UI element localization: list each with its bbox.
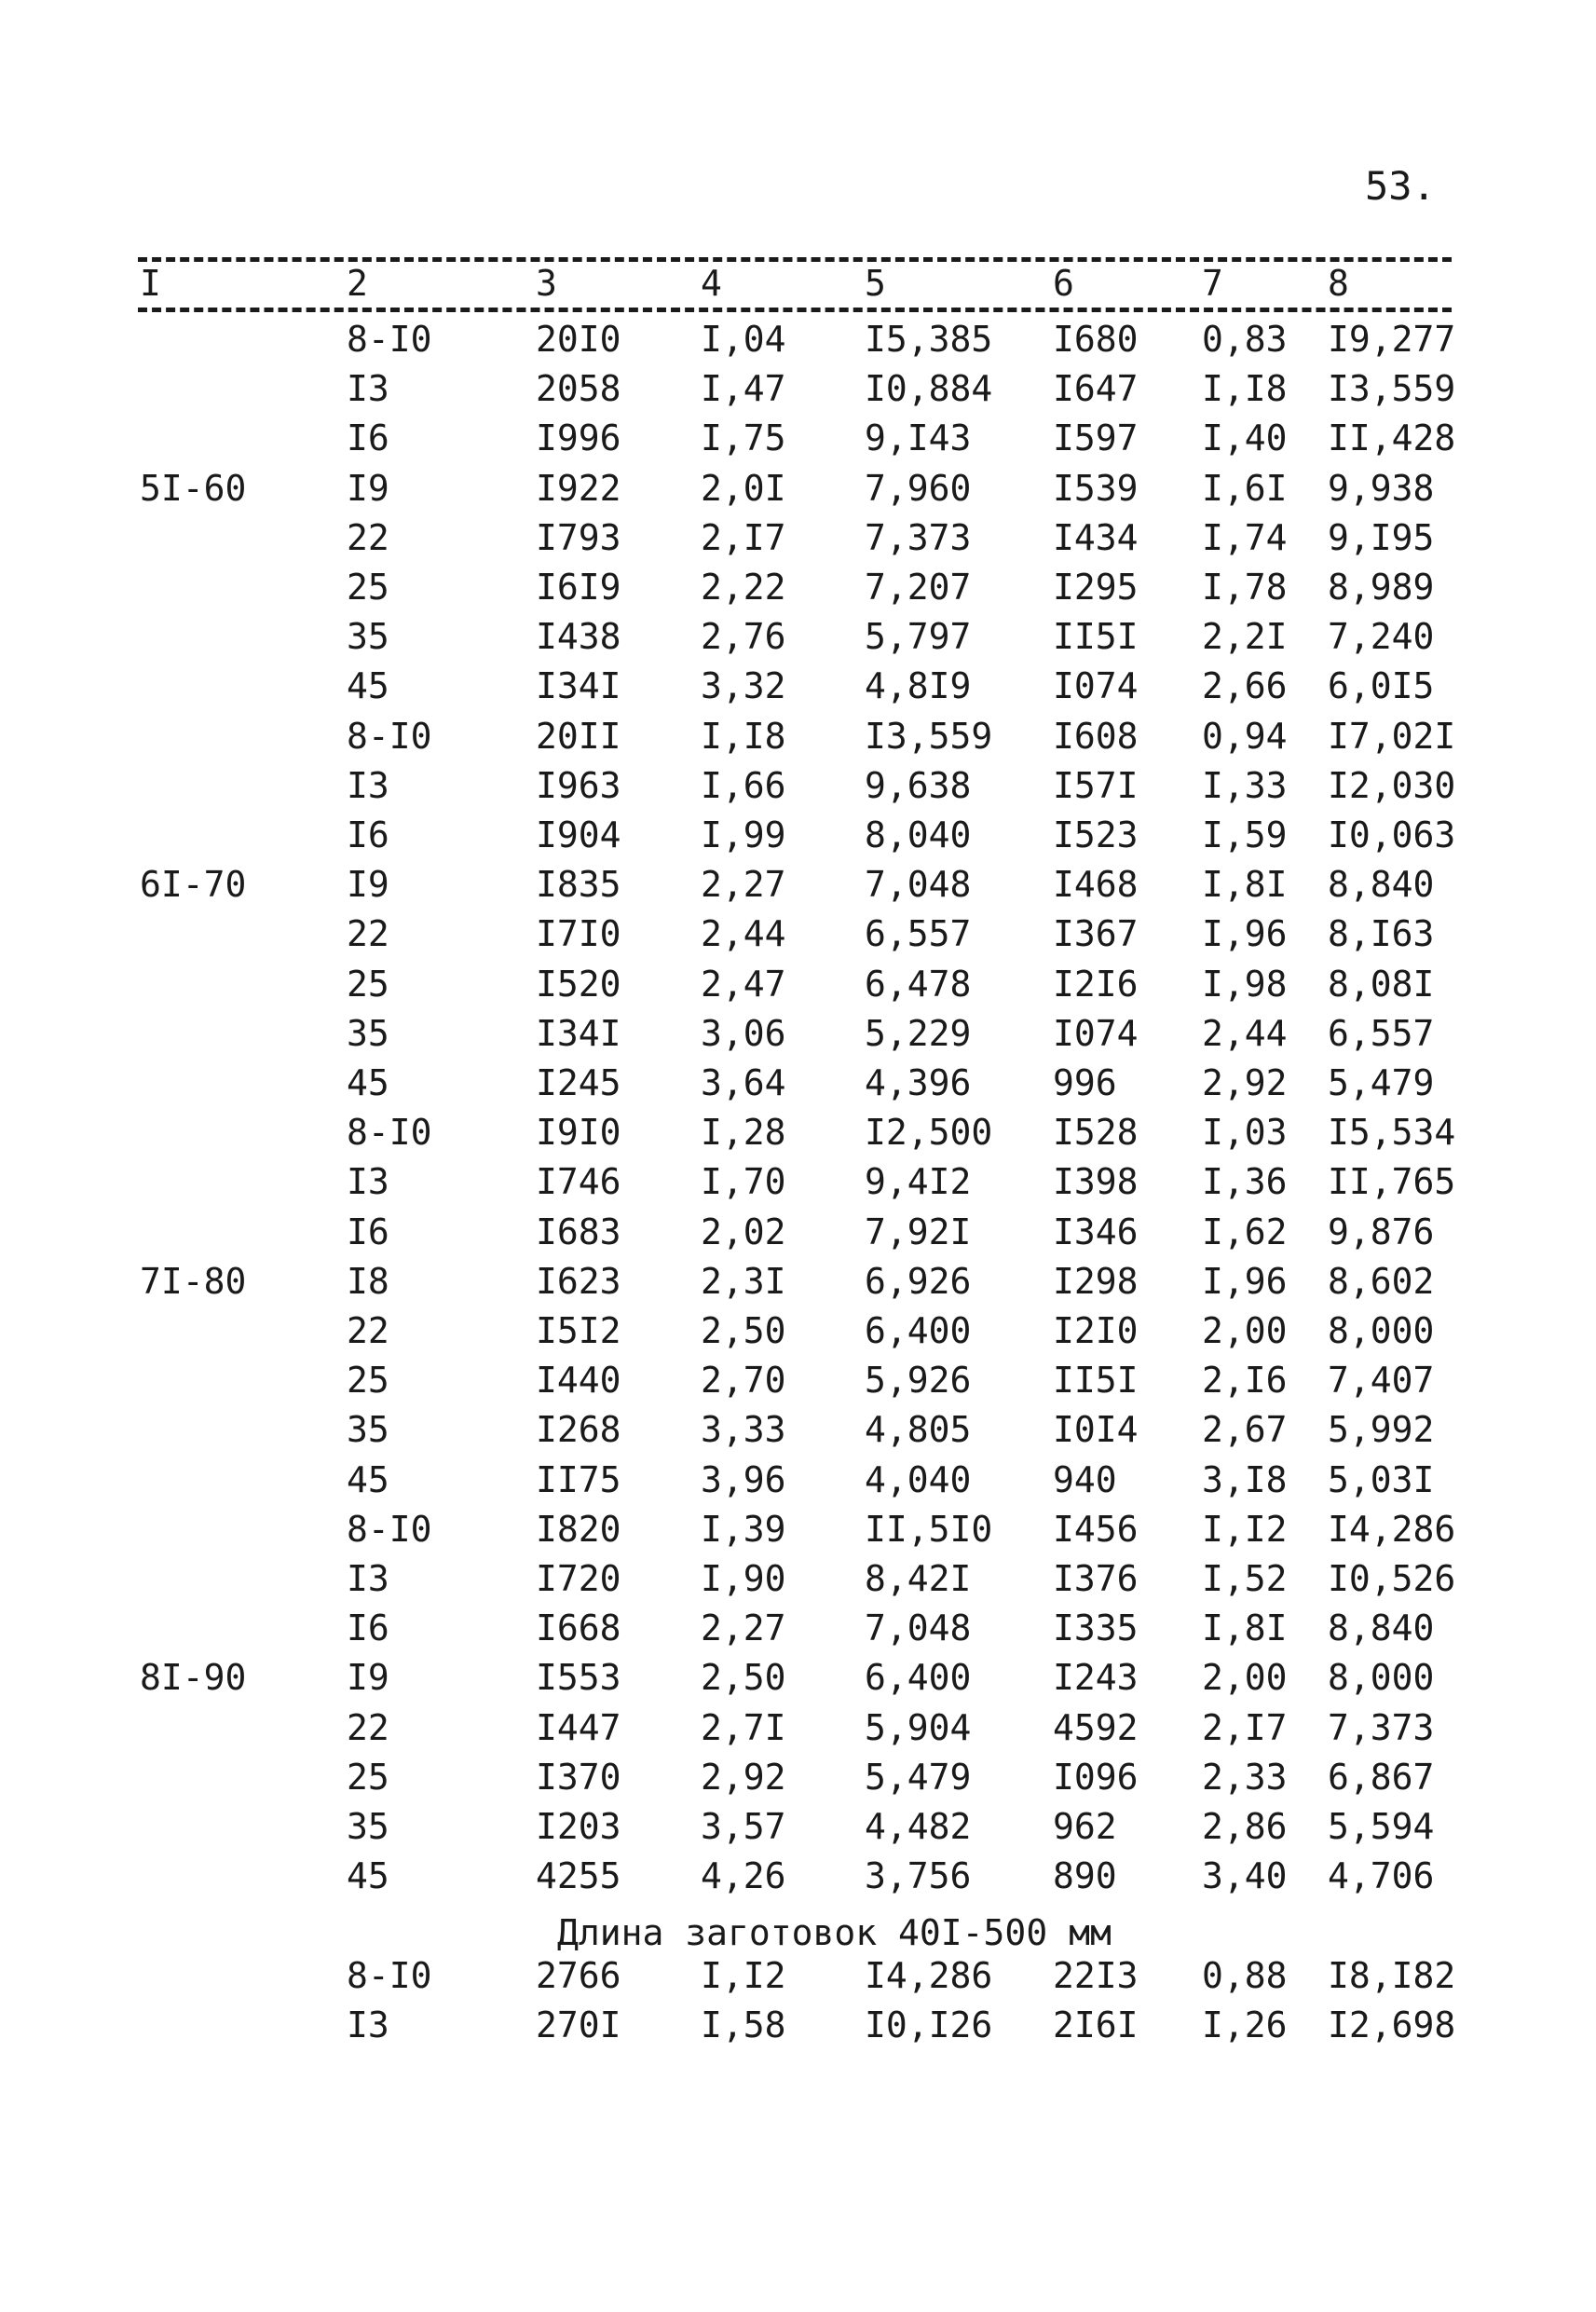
table-cell: 7,240: [1328, 616, 1435, 658]
table-cell: I,36: [1202, 1161, 1288, 1203]
table-cell: 940: [1053, 1458, 1117, 1500]
table-cell: I2,500: [865, 1112, 993, 1154]
table-cell: I,26: [1202, 2004, 1288, 2045]
table-cell: 4,805: [865, 1409, 972, 1451]
table-cell: 3,96: [701, 1458, 786, 1500]
table-cell: I5,385: [865, 319, 993, 360]
table-cell: I096: [1053, 1756, 1139, 1798]
table-cell: I7I0: [536, 913, 621, 955]
table-cell: I5I2: [536, 1310, 621, 1351]
table-cell: I268: [536, 1409, 621, 1451]
table-cell: 4255: [536, 1855, 621, 1897]
table-cell: I34I: [536, 665, 621, 707]
table-cell: I608: [1053, 715, 1139, 757]
table-cell: 2,67: [1202, 1409, 1288, 1451]
table-cell: I34I: [536, 1012, 621, 1054]
table-cell: 6,557: [865, 913, 972, 955]
table-cell: I922: [536, 467, 621, 509]
table-cell: II,428: [1328, 417, 1456, 459]
table-cell: 4,8I9: [865, 665, 972, 707]
table-cell: I434: [1053, 516, 1139, 558]
table-cell: 20I0: [536, 319, 621, 360]
table-cell: 8,840: [1328, 864, 1435, 906]
table-cell: 4,040: [865, 1458, 972, 1500]
table-cell: 22: [347, 1310, 389, 1351]
table-cell: I,03: [1202, 1112, 1288, 1154]
table-cell: 3,33: [701, 1409, 786, 1451]
table-cell: I528: [1053, 1112, 1139, 1154]
table-cell: 8,42I: [865, 1558, 972, 1599]
table-cell: 7,048: [865, 1607, 972, 1649]
table-cell: 8,08I: [1328, 963, 1435, 1005]
table-cell: I963: [536, 764, 621, 806]
column-header-7: 7: [1198, 266, 1227, 301]
table-cell: I245: [536, 1062, 621, 1103]
table-cell: I,8I: [1202, 1607, 1288, 1649]
table-cell: 35: [347, 1012, 389, 1054]
column-header-8: 8: [1324, 266, 1353, 301]
table-cell: I468: [1053, 864, 1139, 906]
table-cell: 6,400: [865, 1657, 972, 1699]
table-cell: 7,373: [1328, 1706, 1435, 1748]
table-cell: 2,86: [1202, 1806, 1288, 1847]
table-cell: I,74: [1202, 516, 1288, 558]
table-cell: I438: [536, 616, 621, 658]
group-label: 8I-90: [140, 1657, 247, 1699]
table-cell: I9: [347, 864, 389, 906]
table-cell: I3: [347, 368, 389, 410]
table-cell: 2,50: [701, 1310, 786, 1351]
table-cell: I3: [347, 764, 389, 806]
table-cell: 6,867: [1328, 1756, 1435, 1798]
table-cell: 8,602: [1328, 1260, 1435, 1302]
table-cell: 4,396: [865, 1062, 972, 1103]
table-cell: I623: [536, 1260, 621, 1302]
table-cell: 45: [347, 1458, 389, 1500]
table-cell: I,90: [701, 1558, 786, 1599]
table-cell: I3: [347, 1161, 389, 1203]
table-cell: I835: [536, 864, 621, 906]
column-header-5: 5: [861, 266, 890, 301]
table-cell: 3,57: [701, 1806, 786, 1847]
table-cell: I367: [1053, 913, 1139, 955]
table-cell: 20II: [536, 715, 621, 757]
table-cell: 35: [347, 1409, 389, 1451]
table-cell: 45: [347, 1062, 389, 1103]
table-cell: II5I: [1053, 616, 1139, 658]
table-cell: I6: [347, 417, 389, 459]
table-cell: I3: [347, 1558, 389, 1599]
table-cell: 2,70: [701, 1360, 786, 1402]
table-cell: I7,02I: [1328, 715, 1456, 757]
table-cell: 2,02: [701, 1211, 786, 1252]
table-cell: 2,7I: [701, 1706, 786, 1748]
table-cell: 6,926: [865, 1260, 972, 1302]
table-cell: I,96: [1202, 1260, 1288, 1302]
table-cell: I6: [347, 1211, 389, 1252]
table-cell: I2I6: [1053, 963, 1139, 1005]
table-cell: I370: [536, 1756, 621, 1798]
table-cell: 0,88: [1202, 1954, 1288, 1996]
table-cell: I8: [347, 1260, 389, 1302]
table-cell: I9: [347, 1657, 389, 1699]
table-cell: 5,904: [865, 1706, 972, 1748]
table-cell: 8-I0: [347, 1508, 432, 1550]
table-cell: 8,000: [1328, 1657, 1435, 1699]
table-cell: I2I0: [1053, 1310, 1139, 1351]
table-cell: I,75: [701, 417, 786, 459]
table-cell: I,I2: [701, 1954, 786, 1996]
table-cell: I3: [347, 2004, 389, 2045]
table-cell: I,6I: [1202, 467, 1288, 509]
table-cell: 8-I0: [347, 1954, 432, 1996]
table-cell: I,59: [1202, 814, 1288, 855]
table-cell: 45: [347, 665, 389, 707]
table-cell: I996: [536, 417, 621, 459]
table-cell: I6I9: [536, 567, 621, 608]
table-cell: I,I8: [701, 715, 786, 757]
table-cell: I,58: [701, 2004, 786, 2045]
table-cell: I8,I82: [1328, 1954, 1456, 1996]
table-cell: 2,3I: [701, 1260, 786, 1302]
table-cell: I820: [536, 1508, 621, 1550]
table-cell: 22I3: [1053, 1954, 1139, 1996]
table-cell: 5,992: [1328, 1409, 1435, 1451]
table-cell: I,39: [701, 1508, 786, 1550]
table-cell: 5,229: [865, 1012, 972, 1054]
table-cell: 3,32: [701, 665, 786, 707]
table-cell: I,96: [1202, 913, 1288, 955]
table-cell: 9,I43: [865, 417, 972, 459]
table-cell: 6,400: [865, 1310, 972, 1351]
table-cell: 3,756: [865, 1855, 972, 1897]
table-cell: 6,557: [1328, 1012, 1435, 1054]
table-cell: I720: [536, 1558, 621, 1599]
table-cell: 4,482: [865, 1806, 972, 1847]
table-cell: I9: [347, 467, 389, 509]
group-label: 5I-60: [140, 467, 247, 509]
table-cell: 2,66: [1202, 665, 1288, 707]
table-cell: 2,I7: [701, 516, 786, 558]
table-cell: I668: [536, 1607, 621, 1649]
table-cell: I746: [536, 1161, 621, 1203]
table-cell: 2,22: [701, 567, 786, 608]
table-cell: 25: [347, 1756, 389, 1798]
table-cell: 0,94: [1202, 715, 1288, 757]
table-cell: 9,876: [1328, 1211, 1435, 1252]
table-cell: 7,207: [865, 567, 972, 608]
table-cell: II5I: [1053, 1360, 1139, 1402]
table-cell: I680: [1053, 319, 1139, 360]
table-cell: I0,884: [865, 368, 993, 410]
table-cell: I203: [536, 1806, 621, 1847]
table-cell: I,66: [701, 764, 786, 806]
table-cell: I6: [347, 1607, 389, 1649]
table-cell: 25: [347, 567, 389, 608]
table-cell: I335: [1053, 1607, 1139, 1649]
table-cell: I,40: [1202, 417, 1288, 459]
table-cell: I647: [1053, 368, 1139, 410]
table-cell: 2,92: [701, 1756, 786, 1798]
table-cell: 8-I0: [347, 319, 432, 360]
table-cell: II,5I0: [865, 1508, 993, 1550]
table-cell: I,98: [1202, 963, 1288, 1005]
table-cell: 35: [347, 1806, 389, 1847]
table-cell: I440: [536, 1360, 621, 1402]
table-cell: 7,407: [1328, 1360, 1435, 1402]
table-cell: 2,00: [1202, 1310, 1288, 1351]
table-cell: 2058: [536, 368, 621, 410]
table-cell: 270I: [536, 2004, 621, 2045]
table-cell: I0,063: [1328, 814, 1456, 855]
table-cell: I793: [536, 516, 621, 558]
table-cell: I3,559: [1328, 368, 1456, 410]
table-cell: I,62: [1202, 1211, 1288, 1252]
table-cell: I0,526: [1328, 1558, 1456, 1599]
table-cell: 7,960: [865, 467, 972, 509]
table-cell: 2,44: [701, 913, 786, 955]
table-cell: 9,638: [865, 764, 972, 806]
table-cell: 2,2I: [1202, 616, 1288, 658]
table-cell: 2,I6: [1202, 1360, 1288, 1402]
table-cell: I298: [1053, 1260, 1139, 1302]
table-cell: 7,92I: [865, 1211, 972, 1252]
table-cell: I447: [536, 1706, 621, 1748]
page-number: 53.: [1365, 163, 1436, 209]
table-cell: 2,I7: [1202, 1706, 1288, 1748]
table-cell: 8,I63: [1328, 913, 1435, 955]
table-cell: 4,706: [1328, 1855, 1435, 1897]
table-cell: I346: [1053, 1211, 1139, 1252]
table-cell: 2,27: [701, 1607, 786, 1649]
table-cell: I523: [1053, 814, 1139, 855]
table-cell: 3,I8: [1202, 1458, 1288, 1500]
table-cell: 2,50: [701, 1657, 786, 1699]
table-cell: 3,64: [701, 1062, 786, 1103]
group-label: 7I-80: [140, 1260, 247, 1302]
table-cell: I539: [1053, 467, 1139, 509]
table-cell: I904: [536, 814, 621, 855]
table-cell: I,I2: [1202, 1508, 1288, 1550]
table-cell: 996: [1053, 1062, 1117, 1103]
table-cell: 890: [1053, 1855, 1117, 1897]
column-header-2: 2: [343, 266, 372, 301]
table-cell: 962: [1053, 1806, 1117, 1847]
table-cell: 7,373: [865, 516, 972, 558]
table-cell: I074: [1053, 1012, 1139, 1054]
table-cell: 5,479: [1328, 1062, 1435, 1103]
column-header-1: I: [136, 266, 165, 301]
table-cell: 2,44: [1202, 1012, 1288, 1054]
table-cell: 2,00: [1202, 1657, 1288, 1699]
table-cell: I,28: [701, 1112, 786, 1154]
table-cell: I4,286: [865, 1954, 993, 1996]
column-header-3: 3: [532, 266, 561, 301]
table-cell: I2,698: [1328, 2004, 1456, 2045]
table-cell: 22: [347, 913, 389, 955]
table-cell: I6: [347, 814, 389, 855]
table-cell: I,99: [701, 814, 786, 855]
table-cell: 8-I0: [347, 715, 432, 757]
table-cell: 9,I95: [1328, 516, 1435, 558]
table-cell: 2I6I: [1053, 2004, 1139, 2045]
table-cell: 6,0I5: [1328, 665, 1435, 707]
table-cell: 8,040: [865, 814, 972, 855]
table-cell: I074: [1053, 665, 1139, 707]
table-cell: I0I4: [1053, 1409, 1139, 1451]
table-cell: I456: [1053, 1508, 1139, 1550]
table-cell: 5,479: [865, 1756, 972, 1798]
table-cell: I5,534: [1328, 1112, 1456, 1154]
table-cell: 45: [347, 1855, 389, 1897]
table-cell: 9,938: [1328, 467, 1435, 509]
table-cell: 25: [347, 1360, 389, 1402]
column-header-4: 4: [697, 266, 726, 301]
table-cell: 5,797: [865, 616, 972, 658]
table-cell: 5,926: [865, 1360, 972, 1402]
table-cell: 5,03I: [1328, 1458, 1435, 1500]
table-cell: 22: [347, 516, 389, 558]
table-cell: I597: [1053, 417, 1139, 459]
group-label: 6I-70: [140, 864, 247, 906]
section-caption: Длина заготовок 40I-500 мм: [557, 1912, 1112, 1954]
table-cell: I9,277: [1328, 319, 1456, 360]
table-cell: II,765: [1328, 1161, 1456, 1203]
table-cell: I2,030: [1328, 764, 1456, 806]
table-cell: 35: [347, 616, 389, 658]
column-header-6: 6: [1049, 266, 1078, 301]
table-cell: 6,478: [865, 963, 972, 1005]
table-cell: 5,594: [1328, 1806, 1435, 1847]
table-cell: I243: [1053, 1657, 1139, 1699]
table-cell: 8,989: [1328, 567, 1435, 608]
table-cell: 2,27: [701, 864, 786, 906]
table-cell: I376: [1053, 1558, 1139, 1599]
table-cell: I4,286: [1328, 1508, 1456, 1550]
table-cell: I,8I: [1202, 864, 1288, 906]
table-cell: 2,0I: [701, 467, 786, 509]
table-cell: 2,47: [701, 963, 786, 1005]
table-cell: I,I8: [1202, 368, 1288, 410]
table-cell: I398: [1053, 1161, 1139, 1203]
table-cell: I553: [536, 1657, 621, 1699]
table-cell: 2,33: [1202, 1756, 1288, 1798]
table-cell: 4,26: [701, 1855, 786, 1897]
table-cell: I683: [536, 1211, 621, 1252]
table-cell: 2,76: [701, 616, 786, 658]
table-cell: I0,I26: [865, 2004, 993, 2045]
table-cell: 0,83: [1202, 319, 1288, 360]
table-cell: I,04: [701, 319, 786, 360]
table-cell: I295: [1053, 567, 1139, 608]
table-cell: I,47: [701, 368, 786, 410]
table-cell: 2766: [536, 1954, 621, 1996]
table-cell: I,78: [1202, 567, 1288, 608]
table-cell: 4592: [1053, 1706, 1139, 1748]
table-cell: 8-I0: [347, 1112, 432, 1154]
table-cell: 9,4I2: [865, 1161, 972, 1203]
table-cell: I,33: [1202, 764, 1288, 806]
table-cell: 3,40: [1202, 1855, 1288, 1897]
table-cell: I,52: [1202, 1558, 1288, 1599]
table-cell: I57I: [1053, 764, 1139, 806]
table-cell: 3,06: [701, 1012, 786, 1054]
table-cell: I,70: [701, 1161, 786, 1203]
table-cell: 8,840: [1328, 1607, 1435, 1649]
table-cell: I3,559: [865, 715, 993, 757]
table-cell: I520: [536, 963, 621, 1005]
table-cell: 25: [347, 963, 389, 1005]
table-cell: II75: [536, 1458, 621, 1500]
table-cell: 2,92: [1202, 1062, 1288, 1103]
table-cell: I9I0: [536, 1112, 621, 1154]
table-cell: 22: [347, 1706, 389, 1748]
table-cell: 7,048: [865, 864, 972, 906]
table-cell: 8,000: [1328, 1310, 1435, 1351]
